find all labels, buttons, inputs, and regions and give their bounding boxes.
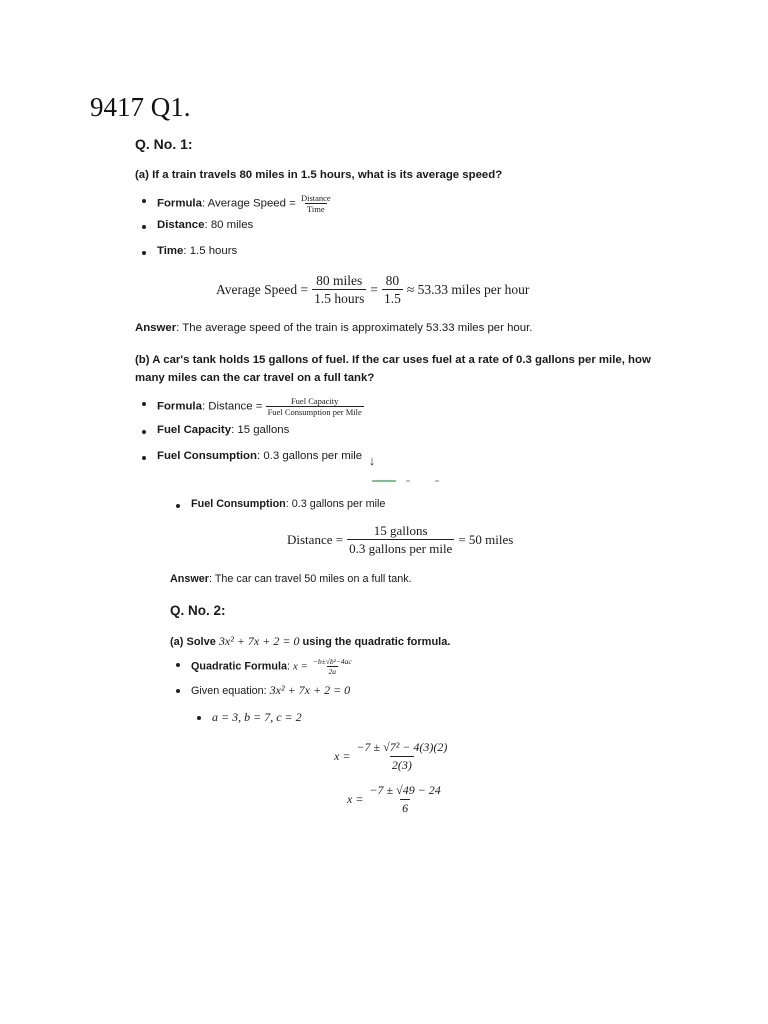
qf-lhs: x = <box>293 660 308 673</box>
formula-fraction <box>266 396 364 417</box>
q2a-step-1 <box>334 739 453 774</box>
q1b-answer <box>170 573 412 585</box>
calc-den: 0.3 gallons per mile <box>349 541 453 556</box>
calc-result: ≈ 53.33 miles per hour <box>406 281 530 297</box>
distance-value: : 80 miles <box>204 219 254 231</box>
calc-result: = 50 miles <box>458 531 514 547</box>
progress-dot <box>406 480 410 482</box>
q1b-capacity-item <box>157 424 289 436</box>
step2-fraction <box>367 782 442 817</box>
question-suffix: using the quadratic formula. <box>299 636 451 648</box>
calc-num-2: 80 <box>385 273 400 288</box>
consumption-value: : 0.3 gallons per mile <box>256 450 363 462</box>
calc-fraction <box>347 522 454 557</box>
consumption-value: : 0.3 gallons per mile <box>285 498 386 510</box>
q1b-formula-item <box>157 396 364 417</box>
question-prefix: (a) Solve <box>170 636 219 648</box>
consumption-label: Fuel Consumption <box>157 450 257 462</box>
formula-denominator: Fuel Consumption per Mile <box>267 407 362 417</box>
q1b-consumption-item <box>157 450 362 462</box>
q2a-coefficients-item <box>212 710 302 725</box>
q2a-step-2 <box>347 782 447 817</box>
q1a-formula-item <box>157 193 333 214</box>
scroll-down-icon[interactable]: ↓ <box>368 453 376 468</box>
q1a-question: (a) If a train travels 80 miles in 1.5 hours, what is its average speed? <box>135 169 503 181</box>
calc-num-1: 80 miles <box>316 273 363 288</box>
capacity-label: Fuel Capacity <box>157 424 232 436</box>
step2-den: 6 <box>402 801 409 815</box>
step2-lhs: x = <box>347 792 364 806</box>
calc-fraction-1 <box>312 272 366 307</box>
q1b-consumption-item-2 <box>191 498 385 510</box>
q1b-question-line1: (b) A car's tank holds 15 gallons of fuel. If the car uses fuel at a rate of 0.3 gallons per mile, how <box>135 354 651 366</box>
q2a-question <box>170 632 450 651</box>
step2-num: −7 ± √49 − 24 <box>369 783 441 797</box>
formula-lhs: : Distance = <box>201 400 266 413</box>
progress-dot <box>435 480 439 482</box>
time-value: : 1.5 hours <box>183 245 238 257</box>
qf-numerator: −b±√b²−4ac <box>312 657 352 666</box>
capacity-value: : 15 gallons <box>231 424 290 436</box>
qf-label: Quadratic Formula <box>191 660 287 673</box>
given-label: Given equation: <box>191 685 270 697</box>
qf-fraction <box>311 657 354 676</box>
calc-lhs: Average Speed = <box>216 281 309 297</box>
calc-den-2: 1.5 <box>383 291 401 306</box>
formula-numerator: Distance <box>300 193 331 203</box>
formula-lhs: : Average Speed = <box>201 197 299 210</box>
calc-num: 15 gallons <box>373 523 428 538</box>
q2a-given-item <box>191 683 350 698</box>
q2-heading: Q. No. 2: <box>170 603 226 618</box>
q1a-time-item <box>157 245 237 257</box>
question-equation: 3x² + 7x + 2 = 0 <box>218 634 300 648</box>
given-equation: 3x² + 7x + 2 = 0 <box>269 683 351 697</box>
time-label: Time <box>157 245 184 257</box>
step1-num: −7 ± √7² − 4(3)(2) <box>356 740 448 754</box>
q1a-calculation <box>216 272 529 307</box>
calc-lhs: Distance = <box>287 531 344 547</box>
formula-numerator: Fuel Capacity <box>290 396 339 406</box>
step1-lhs: x = <box>334 749 351 763</box>
answer-text: : The average speed of the train is approximately 53.33 miles per hour. <box>176 322 533 334</box>
answer-text: : The car can travel 50 miles on a full tank. <box>209 573 412 585</box>
answer-label: Answer <box>170 573 210 585</box>
q1b-question-line2: many miles can the car travel on a full tank? <box>135 372 375 384</box>
formula-fraction <box>299 193 333 214</box>
formula-label: Formula <box>157 197 202 210</box>
calc-fraction-2 <box>382 272 403 307</box>
distance-label: Distance <box>157 219 205 231</box>
consumption-label: Fuel Consumption <box>191 498 286 510</box>
formula-denominator: Time <box>307 204 325 214</box>
q1b-question <box>135 351 651 387</box>
answer-label: Answer <box>135 322 177 334</box>
formula-label: Formula <box>157 400 202 413</box>
q1a-answer <box>135 322 532 334</box>
calc-den-1: 1.5 hours <box>314 291 365 306</box>
q1-heading: Q. No. 1: <box>135 136 193 152</box>
q1a-distance-item <box>157 219 253 231</box>
step1-fraction <box>354 739 449 774</box>
progress-indicator <box>372 480 396 482</box>
coefficients: a = 3, b = 7, c = 2 <box>212 710 302 724</box>
calc-equals: = <box>370 281 378 297</box>
qf-denominator: 2a <box>328 667 336 676</box>
q2a-formula-item: Quadratic Formula: x = $\frac{\text{−b±√b²−4ac}}{2a}$ <box>191 657 352 676</box>
document-title: 9417 Q1. <box>90 92 191 122</box>
q1b-calculation <box>287 522 513 557</box>
step1-den: 2(3) <box>391 758 412 772</box>
